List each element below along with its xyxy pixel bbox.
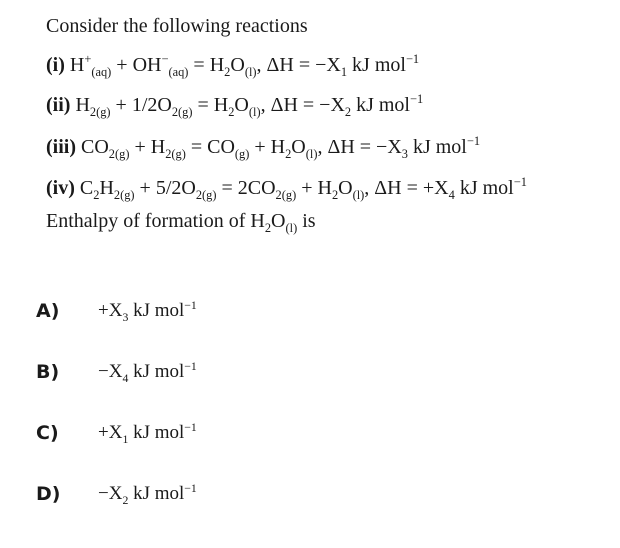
question-intro: Consider the following reactions (46, 15, 308, 37)
option-letter: C) (36, 422, 59, 444)
reaction-label: (iv) (46, 177, 75, 199)
reaction-equation: $H_{2(g)} + 1/2O_{2(g)} = H_2O_{(l)}$, $\Delta H = -X_2$ kJ mol$^{-1}$ (75, 92, 424, 120)
reaction-iv (46, 175, 527, 203)
reaction-equation: $CO_{2(g)} + H_{2(g)} = CO_{(g)} + H_2O_{(l)}$, $\Delta H = -X_3$ kJ mol$^{-1}$ (81, 134, 481, 162)
reaction-equation: $H^+_{(aq)} + OH^-_{(aq)} = H_2O_{(l)}$, $\Delta H = -X_1$ kJ mol$^{-1}$ (69, 52, 420, 80)
reaction-ii (46, 92, 424, 120)
option-letter: A) (36, 300, 60, 322)
option-text: $+X_1$ kJ mol$^{-1}$ (98, 420, 197, 446)
reaction-label: (i) (46, 54, 65, 76)
reaction-i (46, 52, 420, 80)
reaction-label: (ii) (46, 94, 71, 116)
option-letter: B) (36, 361, 60, 383)
option-text: $-X_4$ kJ mol$^{-1}$ (98, 359, 197, 385)
reaction-equation: $C_2H_{2(g)} + 5/2O_{2(g)} = 2CO_{2(g)} + H_2O_{(l)}$, $\Delta H = +X_4$ kJ mol$^{-1}$ (79, 175, 527, 203)
option-letter: D) (36, 483, 61, 505)
option-text: $-X_2$ kJ mol$^{-1}$ (98, 481, 197, 507)
reaction-label: (iii) (46, 136, 76, 158)
question-prompt: Enthalpy of formation of $H_2O_{(l)}$ is (46, 210, 316, 236)
option-text: $+X_3$ kJ mol$^{-1}$ (98, 298, 197, 324)
reaction-iii (46, 134, 481, 162)
